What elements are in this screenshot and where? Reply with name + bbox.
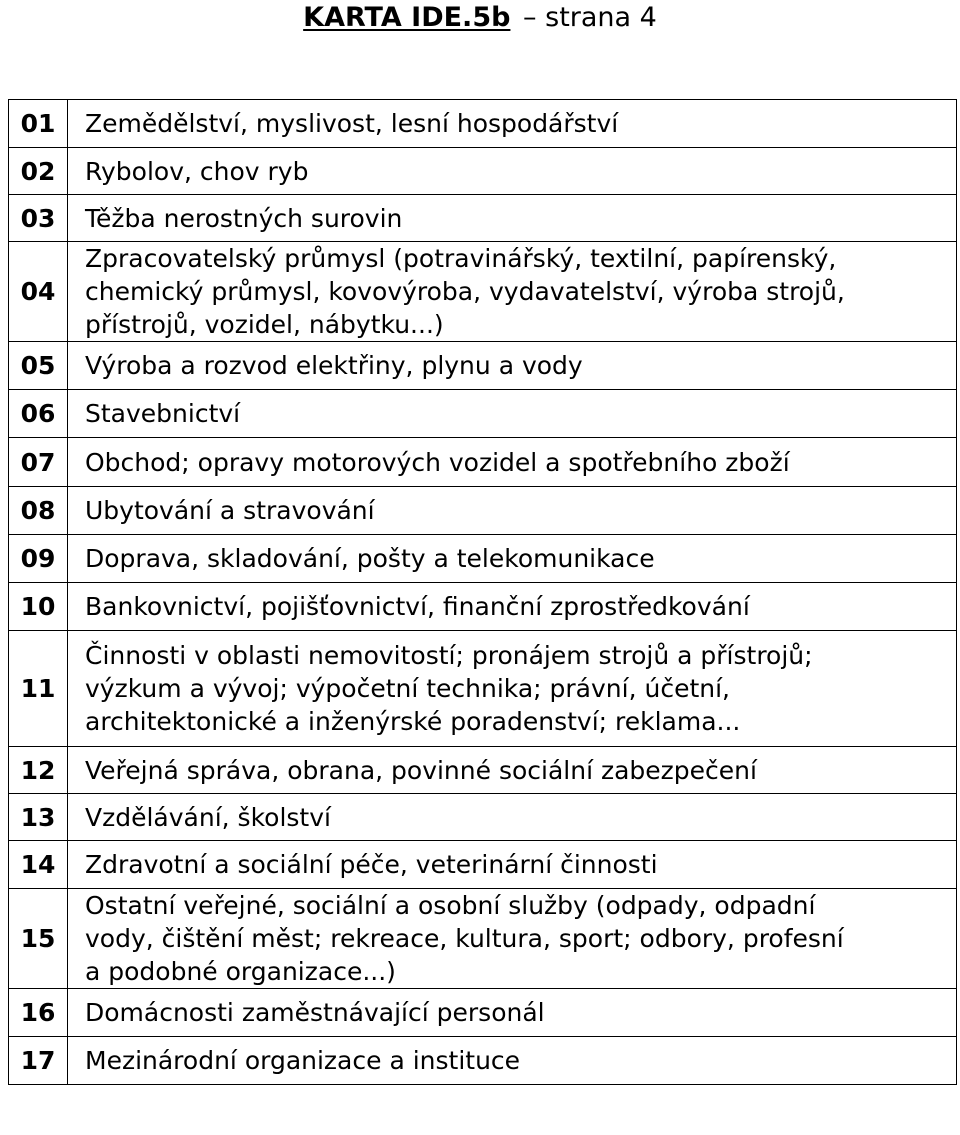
sector-codes-table <box>8 99 957 1085</box>
sector-code: 02 <box>9 148 68 195</box>
sector-description <box>68 195 957 242</box>
sector-description <box>68 841 957 889</box>
sector-description <box>68 100 957 148</box>
card-title: KARTA IDE.5b <box>303 2 511 33</box>
description-line: Domácnosti zaměstnávající personál <box>85 998 545 1027</box>
sector-description <box>68 1037 957 1085</box>
table-row <box>9 195 957 242</box>
sector-description <box>68 535 957 583</box>
sector-description <box>68 794 957 841</box>
sector-description <box>68 889 957 989</box>
table-row <box>9 242 957 342</box>
description-line: Veřejná správa, obrana, povinné sociální zabezpečení <box>85 755 757 785</box>
description-line: Zpracovatelský průmysl (potravinářský, textilní, papírenský, <box>85 244 837 273</box>
description-line: Zdravotní a sociální péče, veterinární činnosti <box>85 850 658 879</box>
sector-code: 11 <box>9 631 68 747</box>
sector-description <box>68 390 957 438</box>
sector-code: 10 <box>9 583 68 631</box>
description-line: Ostatní veřejné, sociální a osobní služby (odpady, odpadní <box>85 891 816 920</box>
sector-description <box>68 747 957 794</box>
table-row <box>9 631 957 747</box>
sector-code: 17 <box>9 1037 68 1085</box>
sector-code: 14 <box>9 841 68 889</box>
description-line: chemický průmysl, kovovýroba, vydavatelství, výroba strojů, <box>85 277 845 306</box>
description-line: Těžba nerostných surovin <box>85 203 403 233</box>
description-line: Ubytování a stravování <box>85 496 375 525</box>
page-header <box>0 0 960 40</box>
description-line: a podobné organizace...) <box>85 957 396 986</box>
table-row <box>9 390 957 438</box>
description-line: Mezinárodní organizace a instituce <box>85 1046 521 1075</box>
description-line: výzkum a vývoj; výpočetní technika; právní, účetní, <box>85 674 730 703</box>
table-row <box>9 438 957 487</box>
page-number: strana 4 <box>545 2 657 33</box>
table-row <box>9 148 957 195</box>
description-line: architektonické a inženýrské poradenství; reklama... <box>85 707 741 736</box>
sector-code: 15 <box>9 889 68 989</box>
sector-codes-body <box>9 100 957 1085</box>
table-row <box>9 342 957 390</box>
sector-description <box>68 583 957 631</box>
description-line: přístrojů, vozidel, nábytku...) <box>85 310 444 339</box>
sector-code: 16 <box>9 989 68 1037</box>
sector-description <box>68 487 957 535</box>
table-row <box>9 989 957 1037</box>
sector-code: 01 <box>9 100 68 148</box>
description-line: Rybolov, chov ryb <box>85 156 309 186</box>
sector-code: 04 <box>9 242 68 342</box>
sector-code: 13 <box>9 794 68 841</box>
description-line: Obchod; opravy motorových vozidel a spotřebního zboží <box>85 447 790 477</box>
table-row <box>9 535 957 583</box>
sector-description <box>68 148 957 195</box>
title-separator: – <box>523 2 537 33</box>
sector-code: 09 <box>9 535 68 583</box>
description-line: Stavebnictví <box>85 399 241 428</box>
sector-code: 03 <box>9 195 68 242</box>
sector-code: 12 <box>9 747 68 794</box>
description-line: Vzdělávání, školství <box>85 802 331 832</box>
table-row <box>9 1037 957 1085</box>
table-row <box>9 747 957 794</box>
sector-description <box>68 242 957 342</box>
table-row <box>9 100 957 148</box>
table-row <box>9 794 957 841</box>
sector-code: 05 <box>9 342 68 390</box>
table-row <box>9 487 957 535</box>
table-row <box>9 841 957 889</box>
description-line: Zemědělství, myslivost, lesní hospodářství <box>85 109 619 138</box>
sector-code: 06 <box>9 390 68 438</box>
sector-description <box>68 342 957 390</box>
sector-description <box>68 438 957 487</box>
table-row <box>9 889 957 989</box>
description-line: Výroba a rozvod elektřiny, plynu a vody <box>85 351 583 380</box>
description-line: vody, čištění měst; rekreace, kultura, sport; odbory, profesní <box>85 924 844 953</box>
sector-description <box>68 631 957 747</box>
description-line: Doprava, skladování, pošty a telekomunikace <box>85 544 655 573</box>
table-row <box>9 583 957 631</box>
sector-code: 07 <box>9 438 68 487</box>
sector-description <box>68 989 957 1037</box>
sector-code: 08 <box>9 487 68 535</box>
description-line: Činnosti v oblasti nemovitostí; pronájem strojů a přístrojů; <box>85 641 813 670</box>
description-line: Bankovnictví, pojišťovnictví, finanční zprostředkování <box>85 592 750 621</box>
